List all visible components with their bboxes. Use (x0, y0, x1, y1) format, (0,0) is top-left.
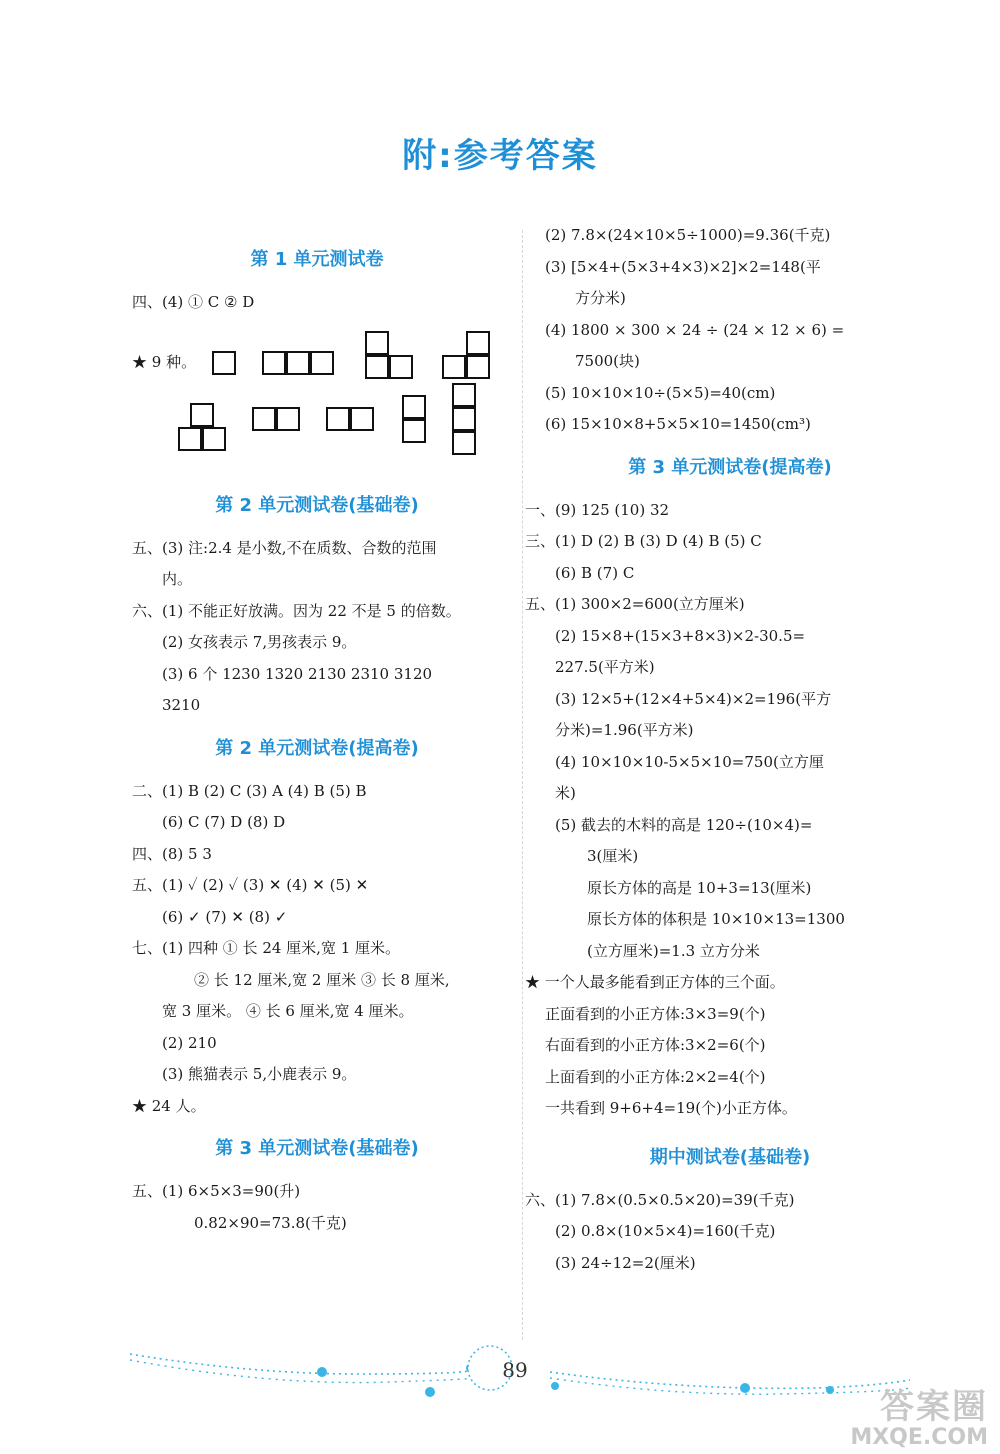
answer-line: 二、(1) B (2) C (3) A (4) B (5) B (132, 781, 367, 800)
net-square (452, 407, 476, 431)
answer-line: 七、(1) 四种 ① 长 24 厘米,宽 1 厘米。 (132, 939, 401, 957)
answer-line: 上面看到的小正方体:2×2=4(个) (545, 1067, 766, 1086)
answer-line: 正面看到的小正方体:3×3=9(个) (545, 1004, 766, 1023)
answer-line: (3) 6 个 1230 1320 2130 2310 3120 (162, 664, 433, 683)
answer-line: (6) 15×10×8+5×5×10=1450(cm³) (545, 415, 811, 433)
section-title-midterm-basic: 期中测试卷(基础卷) (649, 1146, 811, 1168)
answer-line: (2) 7.8×(24×10×5÷1000)=9.36(千克) (545, 226, 831, 244)
net-square (276, 407, 300, 431)
net-square (310, 351, 334, 375)
answer-line: 227.5(平方米) (555, 658, 655, 676)
watermark-logo-text: 答案圈 (880, 1387, 988, 1427)
answer-line: 米) (555, 784, 576, 802)
net-square (452, 383, 476, 407)
answer-line: 一、(9) 125 (10) 32 (525, 500, 670, 519)
answer-line: (6) ✓ (7) ✕ (8) ✓ (162, 907, 288, 926)
answer-line: 方分米) (575, 289, 626, 307)
answer-line: ★ 一个人最多能看到正方体的三个面。 (525, 973, 785, 991)
answer-line: (立方厘米)=1.3 立方分米 (587, 941, 760, 960)
answer-line: 四、(4) ① C ② D (132, 293, 255, 311)
right-column (525, 220, 915, 1279)
answer-line: 一共看到 9+6+4=19(个)小正方体。 (545, 1099, 797, 1117)
answer-line: 0.82×90=73.8(千克) (194, 1213, 347, 1232)
page-number: 89 (502, 1358, 528, 1382)
answer-line: 六、(1) 不能正好放满。因为 22 不是 5 的倍数。 (132, 601, 461, 620)
net-square (252, 407, 276, 431)
net-square (466, 355, 490, 379)
answer-line: 宽 3 厘米。 ④ 长 6 厘米,宽 4 厘米。 (162, 1002, 414, 1020)
answer-line: 三、(1) D (2) B (3) D (4) B (5) C (525, 532, 762, 550)
answer-line: 原长方体的高是 10+3=13(厘米) (587, 878, 812, 897)
answer-line: ② 长 12 厘米,宽 2 厘米 ③ 长 8 厘米, (194, 970, 450, 989)
watermark (828, 1388, 988, 1450)
answer-line: 五、(1) ✓ (2) ✓ (3) ✕ (4) ✕ (5) ✕ (132, 876, 369, 894)
section-title-unit2-advanced: 第 2 单元测试卷(提高卷) (215, 737, 419, 759)
net-square (402, 419, 426, 443)
section-title-unit3-advanced: 第 3 单元测试卷(提高卷) (628, 456, 832, 478)
answer-line: (3) 12×5+(12×4+5×4)×2=196(平方 (555, 689, 832, 708)
answer-line: 7500(块) (575, 352, 640, 370)
net-square (452, 431, 476, 455)
answer-line: 3210 (162, 696, 201, 714)
net-square (262, 351, 286, 375)
answer-line: 四、(8) 5 3 (132, 844, 212, 863)
answer-line: (2) 210 (162, 1033, 217, 1052)
answer-line: 五、(1) 300×2=600(立方厘米) (525, 595, 745, 613)
net-square (212, 351, 236, 375)
answer-line: 分米)=1.96(平方米) (555, 721, 694, 739)
answer-line: 右面看到的小正方体:3×2=6(个) (545, 1036, 766, 1054)
cube-nets-row-1 (132, 325, 502, 387)
answer-line: (5) 10×10×10÷(5×5)=40(cm) (545, 383, 776, 402)
answer-line: (2) 15×8+(15×3+8×3)×2-30.5= (555, 626, 806, 645)
star-answer: ★ 9 种。 (132, 352, 197, 371)
answer-line: 六、(1) 7.8×(0.5×0.5×20)=39(千克) (525, 1190, 795, 1209)
watermark-url: MXQE.COM (850, 1425, 988, 1450)
section-title-unit3-basic: 第 3 单元测试卷(基础卷) (215, 1138, 419, 1159)
answer-line: (3) [5×4+(5×3+4×3)×2]×2=148(平 (545, 257, 821, 276)
cube-nets-row-2 (132, 393, 502, 479)
answer-line: 内。 (162, 570, 193, 588)
net-square (365, 331, 389, 355)
page-title: 附:参考答案 (402, 136, 598, 176)
net-square (402, 395, 426, 419)
net-square (350, 407, 374, 431)
answer-line: 五、(3) 注:2.4 是小数,不在质数、合数的范围 (132, 538, 437, 557)
answer-line: (3) 熊猫表示 5,小鹿表示 9。 (162, 1065, 357, 1083)
answer-line: (4) 10×10×10-5×5×10=750(立方厘 (555, 752, 824, 771)
net-square (286, 351, 310, 375)
net-square (326, 407, 350, 431)
left-column (132, 220, 502, 1239)
net-square (190, 403, 214, 427)
section-title-unit1: 第 1 单元测试卷 (250, 249, 384, 270)
net-square (178, 427, 202, 451)
net-square (365, 355, 389, 379)
answer-line: (3) 24÷12=2(厘米) (555, 1253, 696, 1272)
answer-line: (2) 女孩表示 7,男孩表示 9。 (162, 633, 357, 651)
net-square (202, 427, 226, 451)
net-square (442, 355, 466, 379)
column-divider (522, 230, 523, 1340)
net-square (466, 331, 490, 355)
answer-line: (5) 截去的木料的高是 120÷(10×4)= (555, 815, 813, 834)
answer-line: 五、(1) 6×5×3=90(升) (132, 1182, 301, 1200)
net-square (389, 355, 413, 379)
section-title-unit2-basic: 第 2 单元测试卷(基础卷) (215, 494, 419, 516)
answer-line: (6) C (7) D (8) D (162, 813, 286, 831)
answer-line: (2) 0.8×(10×5×4)=160(千克) (555, 1222, 776, 1240)
answer-line: (4) 1800 × 300 × 24 ÷ (24 × 12 × 6) = (545, 320, 845, 339)
answer-line: 原长方体的体积是 10×10×13=1300 (587, 910, 845, 928)
answer-line: (6) B (7) C (555, 563, 635, 582)
answer-line: 3(厘米) (587, 847, 639, 865)
answer-line: ★ 24 人。 (132, 1096, 206, 1115)
